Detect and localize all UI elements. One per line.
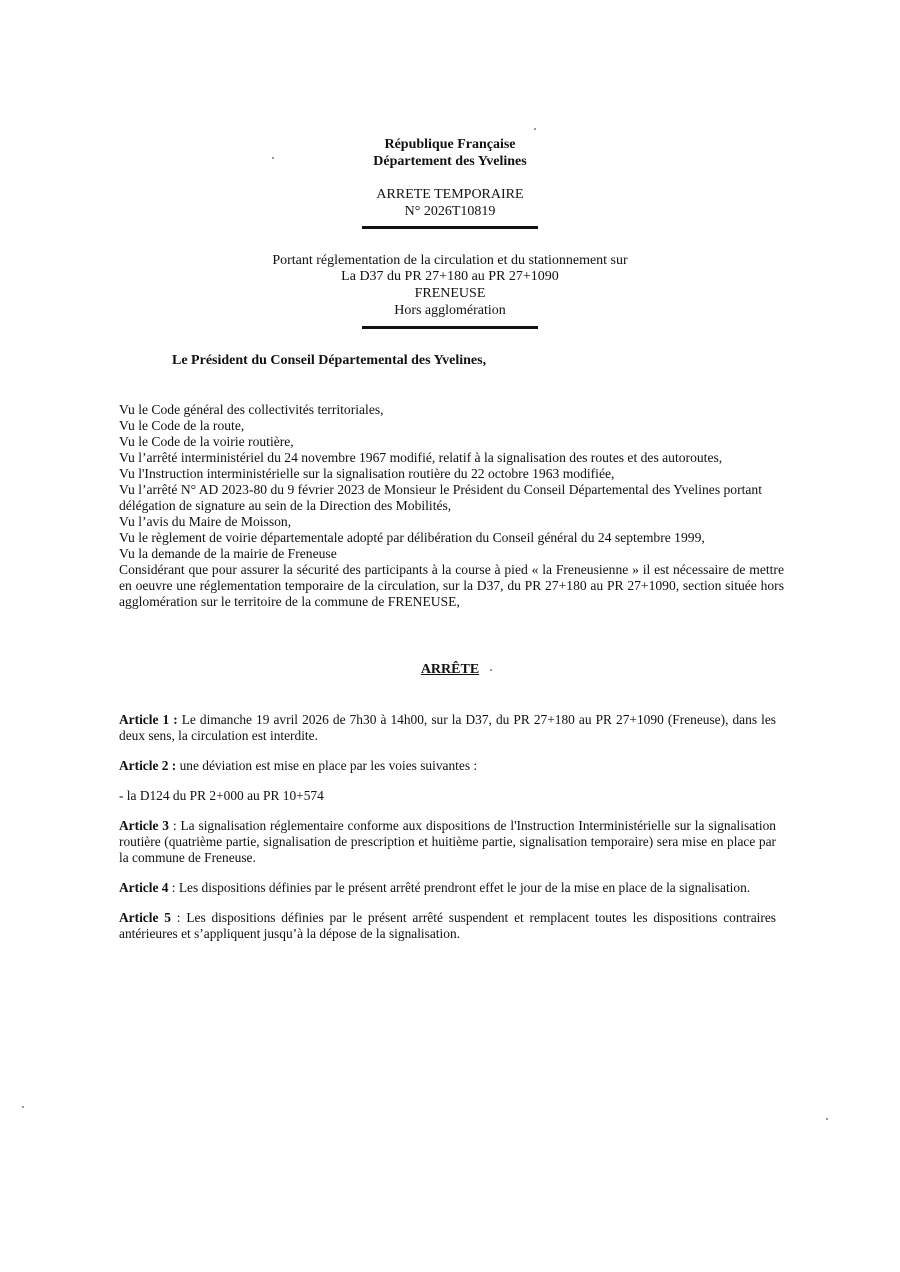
scan-speck (272, 157, 274, 159)
visa-item: Vu le Code général des collectivités territoriales, (119, 402, 384, 417)
article-label: Article 3 (119, 818, 169, 833)
visa-item: Vu le règlement de voirie départementale adopté par délibération du Conseil général du 24 septembre 1999, (119, 530, 705, 545)
visa-item: Vu le Code de la voirie routière, (119, 434, 294, 449)
visas-block (119, 402, 784, 610)
arrete-type: ARRETE TEMPORAIRE (376, 187, 524, 202)
article-label: Article 2 : (119, 758, 177, 773)
arrete-number: N° 2026T10819 (404, 204, 496, 219)
article-text: : Les dispositions définies par le présent arrêté suspendent et remplacent toutes les dispositions contraires antérieures et s’appliquent jusqu’à la dépose de la signalisation. (119, 910, 776, 941)
article-text: : Les dispositions définies par le présent arrêté prendront effet le jour de la mise en place de la signalisation. (168, 880, 751, 895)
scan-speck (534, 128, 536, 130)
scan-speck (22, 1106, 24, 1108)
subject-divider (362, 326, 538, 329)
article-text: une déviation est mise en place par les voies suivantes : (176, 758, 478, 773)
articles-block (119, 712, 776, 956)
deviation-route (119, 788, 776, 804)
article-5 (119, 910, 776, 942)
article-label: Article 1 : (119, 712, 178, 727)
subject-line-4: Hors agglomération (394, 303, 506, 318)
header-departement: Département des Yvelines (373, 154, 527, 169)
header-divider (362, 226, 538, 229)
visa-item: Vu l’arrêté interministériel du 24 novembre 1967 modifié, relatif à la signalisation des routes et des autoroutes, (119, 450, 723, 465)
article-label: Article 4 (119, 880, 169, 895)
article-text: : La signalisation réglementaire conforme aux dispositions de l'Instruction Interministérielle sur la signalisation routière (quatrième partie, signalisation de prescription et huitième partie, signalisation temporaire) sera mise en place par la commune de Freneuse. (119, 818, 776, 865)
scan-speck (490, 669, 492, 671)
visa-item: Vu l’avis du Maire de Moisson, (119, 514, 292, 529)
visa-item: Vu l'Instruction interministérielle sur la signalisation routière du 22 octobre 1963 modifiée, (119, 466, 615, 481)
visa-item: Vu l’arrêté N° AD 2023-80 du 9 février 2023 de Monsieur le Président du Conseil Départemental des Yvelines portant délégation de signature au sein de la Direction des Mobilités, (119, 482, 763, 513)
arrete-title: ARRÊTE (420, 662, 480, 677)
subject-line-1: Portant réglementation de la circulation et du stationnement sur (272, 253, 628, 268)
article-3 (119, 818, 776, 866)
article-1 (119, 712, 776, 744)
subject-line-3: FRENEUSE (414, 286, 486, 301)
president-line: Le Président du Conseil Départemental des Yvelines, (172, 353, 487, 368)
header-republique: République Française (384, 137, 516, 152)
article-2 (119, 758, 776, 774)
visa-item: Vu la demande de la mairie de Freneuse (119, 546, 337, 561)
article-text: - la D124 du PR 2+000 au PR 10+574 (119, 788, 324, 803)
subject-line-2: La D37 du PR 27+180 au PR 27+1090 (341, 269, 559, 284)
visa-item: Vu le Code de la route, (119, 418, 245, 433)
considerant: Considérant que pour assurer la sécurité des participants à la course à pied « la Freneusienne » il est nécessaire de mettre en oeuvre une réglementation temporaire de la circulation, sur la D37, du PR 27+180 au PR 27+1090, section située hors agglomération sur le territoire de la commune de FRENEUSE, (119, 562, 784, 609)
article-label: Article 5 (119, 910, 171, 925)
article-text: Le dimanche 19 avril 2026 de 7h30 à 14h00, sur la D37, du PR 27+180 au PR 27+1090 (Freneuse), dans les deux sens, la circulation est interdite. (119, 712, 776, 743)
article-4 (119, 880, 776, 896)
scan-speck (826, 1118, 828, 1120)
